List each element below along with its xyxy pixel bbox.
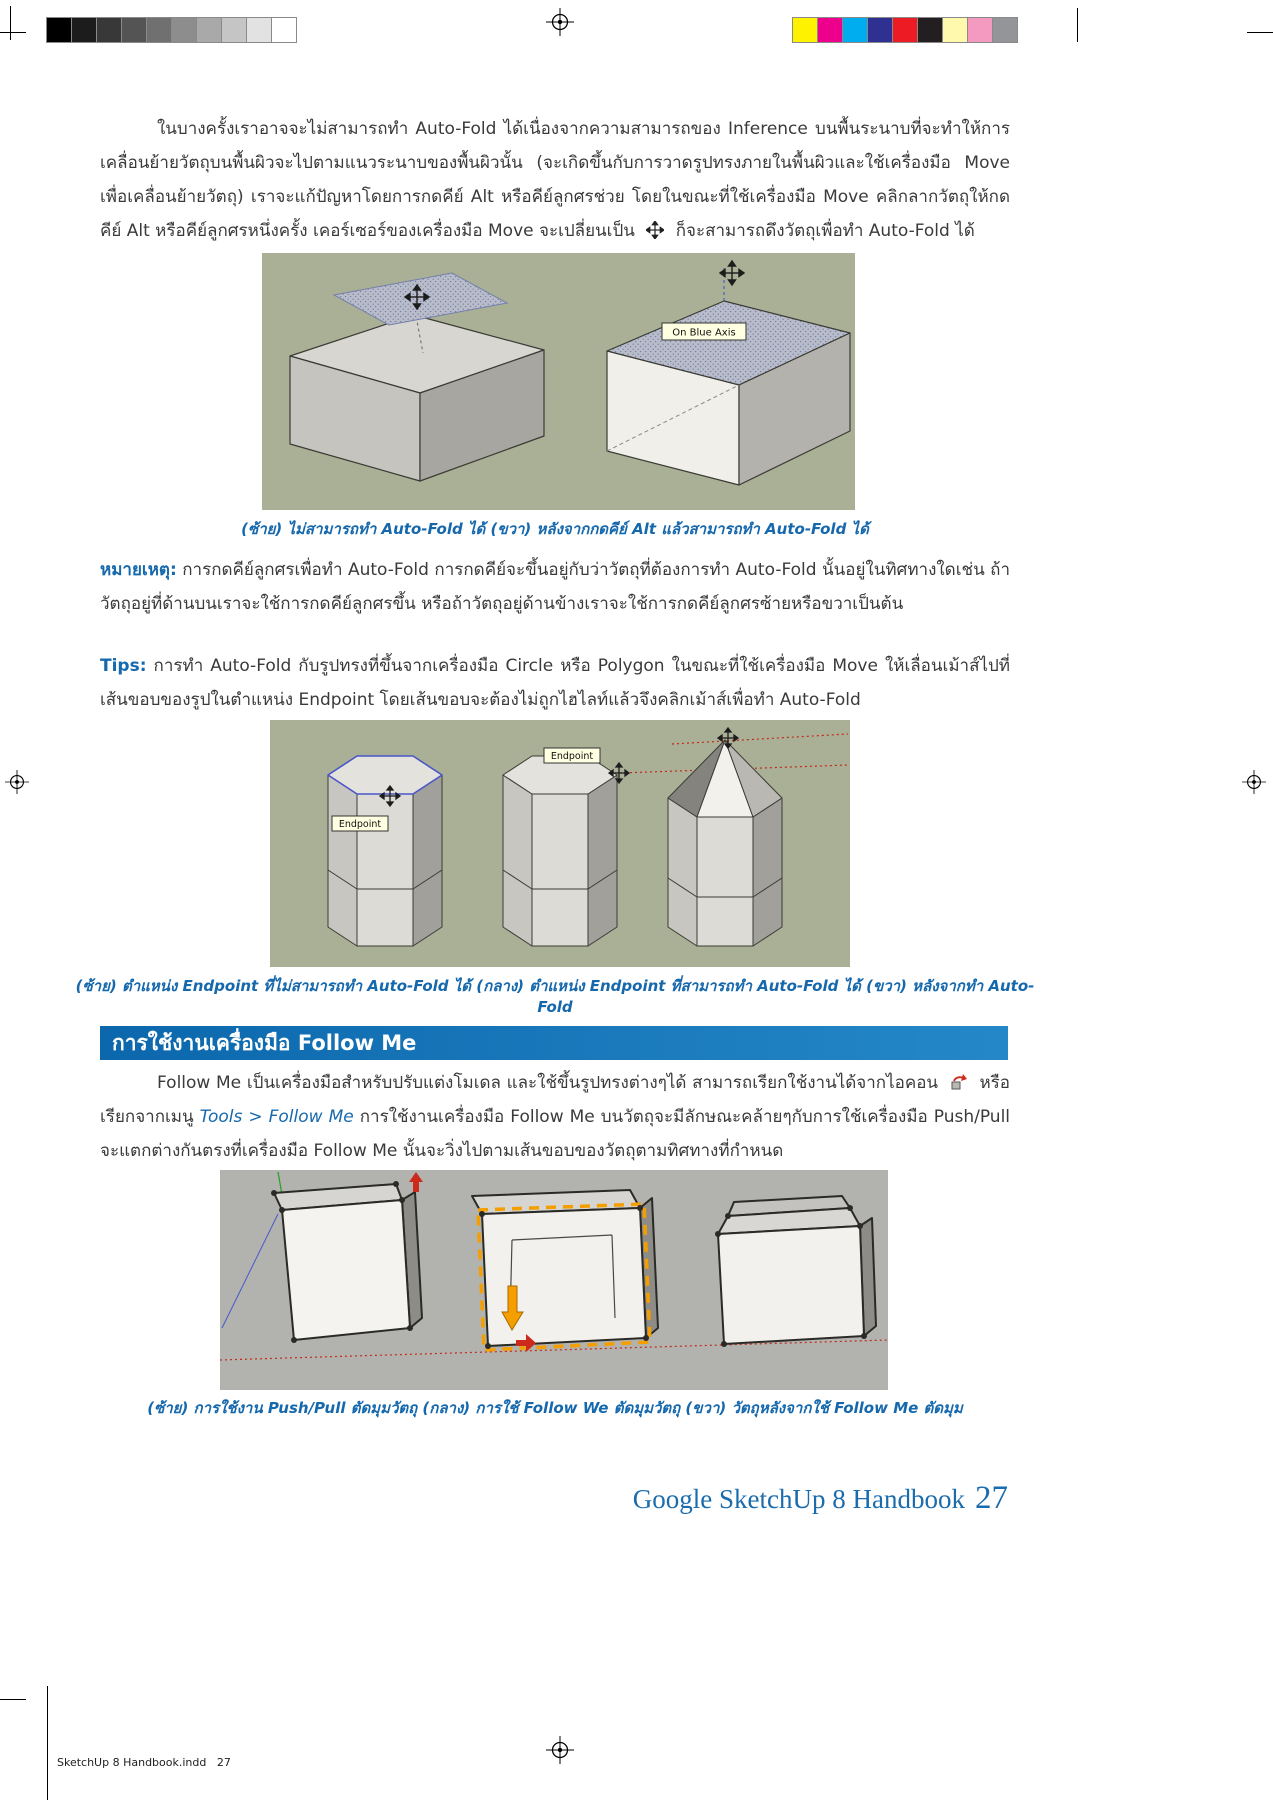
grayscale-swatch — [271, 17, 297, 43]
svg-text:Endpoint: Endpoint — [550, 751, 594, 762]
paragraph-text: Follow Me เป็นเครื่องมือสำหรับปรับแต่งโมเดล และใช้ขึ้นรูปทรงต่างๆได้ สามารถเรียกใช้งานได้จากไอคอน — [157, 1073, 939, 1093]
color-swatch — [792, 17, 818, 43]
crop-mark — [0, 1699, 26, 1700]
color-swatch — [817, 17, 843, 43]
paragraph-text: ในบางครั้งเราอาจจะไม่สามารถทำ Auto-Fold ได้เนื่องจากความสามารถของ Inference บนพื้นระนาบที่จะทำให้การเคลื่อนย้ายวัตถุบนพื้นผิวจะไปตามแนวระนาบของพื้นผิวนั้น (จะเกิดขึ้นกับการวาดรูปทรงภายในพื้นผิวและใช้เครื่องมือ Move เพื่อเคลื่อนย้ายวัตถุ) เราจะแก้ปัญหาโดยการกดคีย์ Alt หรือคีย์ลูกศรช่วย โดยในขณะที่ใช้เครื่องมือ Move คลิกลากวัตถุให้กดคีย์ Alt หรือคีย์ลูกศรหนึ่งครั้ง เคอร์เซอร์ของเครื่องมือ Move จะเปลี่ยนเป็น — [100, 119, 1010, 241]
paragraph-text: ก็จะสามารถดึงวัตถุเพื่อทำ Auto-Fold ได้ — [675, 221, 975, 241]
paragraph-text: การใช้งานเครื่องมือ Follow Me บนวัตถุจะมีลักษณะคล้ายๆกับการใช้เครื่องมือ Push/Pull จะแตกต่างกันตรงที่เครื่องมือ Follow Me นั้นจะวิ่งไปตามเส้นขอบของวัตถุตามทิศทางที่กำหนด — [100, 1107, 1011, 1161]
color-swatch — [967, 17, 993, 43]
grayscale-swatch — [196, 17, 222, 43]
paragraph-note — [100, 553, 1010, 621]
figure1-caption: (ซ้าย) ไม่สามารถทำ Auto-Fold ได้ (ขวา) หลังจากกดคีย์ Alt แล้วสามารถทำ Auto-Fold ได้ — [241, 520, 869, 538]
cmyk-calibration-bar — [793, 17, 1018, 43]
svg-text:On Blue Axis: On Blue Axis — [672, 327, 736, 339]
section-title: การใช้งานเครื่องมือ Follow Me — [112, 1031, 417, 1055]
box-left — [290, 315, 544, 481]
box-followme — [472, 1190, 658, 1346]
column-left — [328, 756, 442, 946]
paragraph-tips — [100, 649, 1010, 717]
page-number: 27 — [975, 1480, 1008, 1516]
move-cursor-icon — [646, 221, 664, 239]
color-swatch — [842, 17, 868, 43]
color-swatch — [942, 17, 968, 43]
registration-mark-icon — [546, 1736, 574, 1764]
box-pushpull — [274, 1184, 422, 1340]
registration-mark-icon — [546, 8, 574, 36]
grayscale-swatch — [146, 17, 172, 43]
registration-mark-icon — [5, 770, 29, 794]
color-swatch — [892, 17, 918, 43]
selected-face — [334, 273, 507, 325]
figure-follow-me-boxes — [220, 1170, 888, 1390]
crop-mark — [47, 1686, 48, 1800]
color-swatch — [867, 17, 893, 43]
book-title: Google SketchUp 8 Handbook — [632, 1484, 965, 1514]
svg-text:Endpoint: Endpoint — [338, 819, 382, 830]
grayscale-calibration-bar — [47, 17, 297, 43]
tooltip-endpoint-left — [332, 816, 388, 831]
grayscale-swatch — [96, 17, 122, 43]
print-slug: SketchUp 8 Handbook.indd 27 — [57, 1756, 231, 1769]
note-label: หมายเหตุ: — [100, 560, 177, 580]
grayscale-swatch — [221, 17, 247, 43]
grayscale-swatch — [246, 17, 272, 43]
registration-mark-icon — [1242, 770, 1266, 794]
crop-mark — [0, 32, 26, 33]
crop-mark — [1247, 32, 1273, 33]
figure-endpoint-columns — [270, 720, 850, 967]
follow-me-icon — [950, 1073, 968, 1091]
note-text: การกดคีย์ลูกศรเพื่อทำ Auto-Fold การกดคีย์จะขึ้นอยู่กับว่าวัตถุที่ต้องการทำ Auto-Fold นั้นอยู่ในทิศทางใดเช่น ถ้าวัตถุอยู่ที่ด้านบนเราจะใช้การกดคีย์ลูกศรขึ้น หรือถ้าวัตถุอยู่ด้านข้างเราจะใช้การกดคีย์ลูกศรซ้ายหรือขวาเป็นต้น — [100, 560, 1010, 614]
figure3-caption: (ซ้าย) การใช้งาน Push/Pull ตัดมุมวัตถุ (กลาง) การใช้ Follow We ตัดมุมวัตถุ (ขวา) วัตถุหลังจากใช้ Follow Me ตัดมุม — [147, 1399, 963, 1417]
pushpull-cursor-icon — [409, 1172, 423, 1192]
page-footer — [100, 1480, 1008, 1517]
paragraph-text: หรือเรียกจากเมนู — [100, 1073, 1011, 1127]
figure2-caption: (ซ้าย) ตำแหน่ง Endpoint ที่ไม่สามารถทำ Auto-Fold ได้ (กลาง) ตำแหน่ง Endpoint ที่สามารถทำ Auto-Fold ได้ (ขวา) หลังจากทำ Auto-Fold — [75, 977, 1035, 1016]
paragraph-auto-fold-intro — [100, 112, 1010, 248]
crop-mark — [10, 6, 11, 40]
column-middle — [503, 756, 617, 946]
paragraph-follow-me-intro — [100, 1066, 1010, 1168]
grayscale-swatch — [46, 17, 72, 43]
section-header-follow-me — [100, 1026, 1008, 1060]
grayscale-swatch — [121, 17, 147, 43]
color-swatch — [992, 17, 1018, 43]
grayscale-swatch — [171, 17, 197, 43]
tips-label: Tips: — [100, 656, 147, 676]
crop-mark — [1077, 8, 1078, 42]
figure-auto-fold-boxes — [262, 253, 855, 510]
tips-text: การทำ Auto-Fold กับรูปทรงที่ขึ้นจากเครื่องมือ Circle หรือ Polygon ในขณะที่ใช้เครื่องมือ Move ให้เลื่อนเม้าส์ไปที่เส้นขอบของรูปในตำแหน่ง Endpoint โดยเส้นขอบจะต้องไม่ถูกไฮไลท์แล้วจึงคลิกเม้าส์เพื่อทำ Auto-Fold — [100, 656, 1010, 710]
box-result — [718, 1196, 876, 1344]
color-swatch — [917, 17, 943, 43]
menu-path-tools-follow-me: Tools > Follow Me — [199, 1107, 354, 1127]
grayscale-swatch — [71, 17, 97, 43]
tooltip-endpoint-middle — [544, 748, 600, 763]
tooltip-on-blue-axis — [662, 323, 746, 340]
